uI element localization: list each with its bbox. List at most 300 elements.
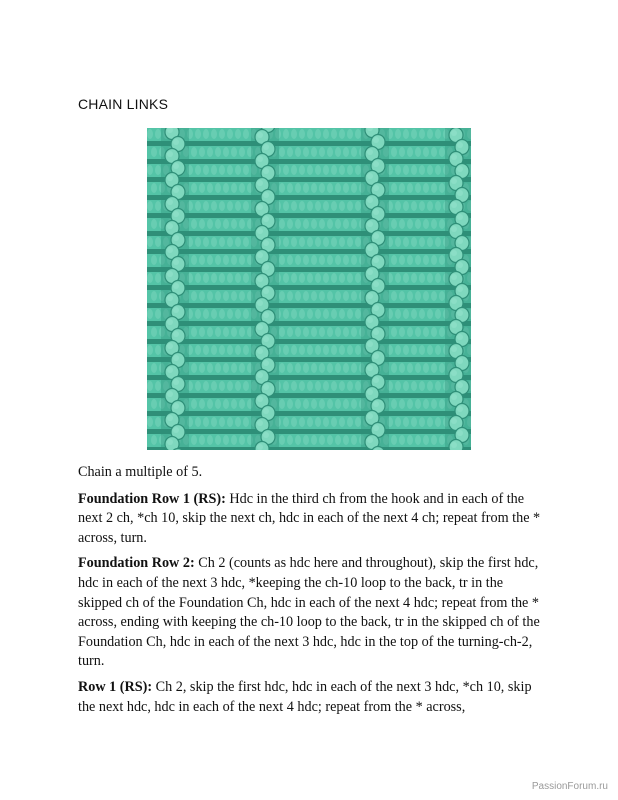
stitch-post bbox=[211, 273, 217, 283]
stitch-post bbox=[403, 129, 409, 139]
chain-highlight bbox=[173, 163, 179, 169]
stitch-post bbox=[303, 291, 309, 301]
stitch-post bbox=[155, 309, 161, 319]
stitch-post bbox=[395, 345, 401, 355]
stitch-post bbox=[399, 147, 405, 157]
stitch-post bbox=[243, 381, 249, 391]
chain-highlight bbox=[167, 271, 173, 277]
stitch-post bbox=[435, 129, 441, 139]
stitch-post bbox=[315, 345, 321, 355]
row-gap bbox=[147, 285, 471, 290]
stitch-post bbox=[231, 183, 237, 193]
intro-text: Chain a multiple of 5. bbox=[78, 464, 203, 480]
stitch-post bbox=[411, 273, 417, 283]
stitch-post bbox=[223, 435, 229, 445]
chain-highlight bbox=[451, 442, 457, 448]
crochet-swatch-photo bbox=[147, 128, 471, 450]
row-gap bbox=[147, 141, 471, 146]
stitch-post bbox=[291, 201, 297, 211]
stitch-post bbox=[307, 381, 313, 391]
stitch-post bbox=[427, 417, 433, 427]
stitch-post bbox=[235, 273, 241, 283]
stitch-post bbox=[327, 219, 333, 229]
stitch-post bbox=[395, 165, 401, 175]
stitch-post bbox=[195, 129, 201, 139]
chain-highlight bbox=[451, 154, 457, 160]
stitch-post bbox=[195, 309, 201, 319]
stitch-post bbox=[423, 147, 429, 157]
stitch-post bbox=[215, 255, 221, 265]
stitch-post bbox=[439, 363, 445, 373]
stitch-post bbox=[223, 399, 229, 409]
stitch-post bbox=[311, 291, 317, 301]
stitch-post bbox=[327, 435, 333, 445]
stitch-post bbox=[415, 183, 421, 193]
stitch-post bbox=[347, 273, 353, 283]
stitch-post bbox=[231, 327, 237, 337]
stitch-post bbox=[343, 363, 349, 373]
stitch-post bbox=[395, 201, 401, 211]
row-text: Ch 2 (counts as hdc here and throughout), skip the first hdc, hdc in each of the next 3 hdc, *keeping the ch-10 loop to the back, tr in the skipped ch of the Foundation Ch, hdc in each of the next 4 hdc; repeat from the * across, ending with keeping the ch-10 loop to the back, tr in the skipped ch of the Foundation Ch, hdc in each of the next 3 hdc, hdc in the top of the turning-ch-2, turn. bbox=[78, 555, 540, 670]
stitch-post bbox=[227, 381, 233, 391]
stitch-post bbox=[223, 219, 229, 229]
chain-highlight bbox=[373, 305, 379, 311]
chain-highlight bbox=[373, 161, 379, 167]
stitch-post bbox=[351, 435, 357, 445]
stitch-post bbox=[203, 417, 209, 427]
stitch-post bbox=[427, 129, 433, 139]
stitch-post bbox=[287, 327, 293, 337]
stitch-post bbox=[403, 345, 409, 355]
stitch-post bbox=[419, 237, 425, 247]
stitch-post bbox=[295, 327, 301, 337]
stitch-post bbox=[423, 363, 429, 373]
stitch-post bbox=[399, 219, 405, 229]
stitch-post bbox=[335, 219, 341, 229]
stitch-post bbox=[435, 273, 441, 283]
stitch-post bbox=[295, 435, 301, 445]
stitch-post bbox=[319, 219, 325, 229]
stitch-post bbox=[351, 399, 357, 409]
stitch-post bbox=[295, 291, 301, 301]
stitch-post bbox=[239, 363, 245, 373]
chain-highlight bbox=[167, 295, 173, 301]
stitch-post bbox=[243, 237, 249, 247]
stitch-post bbox=[215, 327, 221, 337]
chain-highlight bbox=[367, 245, 373, 251]
row-gap bbox=[147, 267, 471, 272]
stitch-post bbox=[303, 363, 309, 373]
stitch-post bbox=[303, 399, 309, 409]
hdc-rows bbox=[147, 128, 471, 450]
stitch-post bbox=[427, 273, 433, 283]
stitch-post bbox=[419, 165, 425, 175]
chain-highlight bbox=[367, 413, 373, 419]
chain-highlight bbox=[451, 370, 457, 376]
stitch-post bbox=[287, 399, 293, 409]
stitch-post bbox=[351, 255, 357, 265]
chain-highlight bbox=[367, 389, 373, 395]
stitch-post bbox=[391, 183, 397, 193]
stitch-post bbox=[423, 399, 429, 409]
row-gap bbox=[147, 213, 471, 218]
stitch-post bbox=[223, 327, 229, 337]
stitch-post bbox=[431, 435, 437, 445]
row-gap bbox=[147, 375, 471, 380]
stitch-post bbox=[331, 237, 337, 247]
stitch-post bbox=[311, 435, 317, 445]
stitch-post bbox=[415, 363, 421, 373]
stitch-post bbox=[215, 219, 221, 229]
stitch-post bbox=[151, 255, 157, 265]
stitch-post bbox=[239, 327, 245, 337]
chain-highlight bbox=[263, 408, 269, 414]
chain-highlight bbox=[457, 334, 463, 340]
stitch-post bbox=[147, 309, 153, 319]
stitch-post bbox=[355, 201, 361, 211]
stitch-post bbox=[319, 147, 325, 157]
stitch-post bbox=[147, 165, 153, 175]
stitch-post bbox=[303, 435, 309, 445]
stitch-post bbox=[319, 435, 325, 445]
stitch-post bbox=[315, 309, 321, 319]
stitch-post bbox=[315, 417, 321, 427]
stitch-post bbox=[211, 345, 217, 355]
stitch-post bbox=[327, 255, 333, 265]
stitch-post bbox=[291, 345, 297, 355]
chain-highlight bbox=[451, 226, 457, 232]
stitch-post bbox=[311, 399, 317, 409]
stitch-post bbox=[355, 129, 361, 139]
row-gap bbox=[147, 321, 471, 326]
stitch-post bbox=[195, 345, 201, 355]
stitch-post bbox=[339, 273, 345, 283]
stitch-post bbox=[215, 399, 221, 409]
stitch-post bbox=[307, 345, 313, 355]
stitch-post bbox=[351, 363, 357, 373]
stitch-post bbox=[235, 129, 241, 139]
stitch-post bbox=[439, 291, 445, 301]
stitch-post bbox=[315, 237, 321, 247]
stitch-post bbox=[147, 237, 153, 247]
stitch-post bbox=[191, 291, 197, 301]
stitch-post bbox=[283, 165, 289, 175]
stitch-post bbox=[419, 129, 425, 139]
stitch-post bbox=[243, 417, 249, 427]
chain-highlight bbox=[263, 336, 269, 342]
chain-highlight bbox=[367, 437, 373, 443]
stitch-post bbox=[335, 327, 341, 337]
chain-highlight bbox=[257, 180, 263, 186]
chain-highlight bbox=[173, 139, 179, 145]
stitch-post bbox=[407, 327, 413, 337]
chain-highlight bbox=[457, 310, 463, 316]
chain-highlight bbox=[173, 355, 179, 361]
chain-highlight bbox=[367, 221, 373, 227]
stitch-post bbox=[431, 363, 437, 373]
chain-highlight bbox=[367, 149, 373, 155]
stitch-post bbox=[203, 201, 209, 211]
stitch-post bbox=[279, 327, 285, 337]
stitch-post bbox=[319, 255, 325, 265]
stitch-post bbox=[243, 201, 249, 211]
chain-highlight bbox=[263, 360, 269, 366]
stitch-post bbox=[203, 129, 209, 139]
stitch-post bbox=[307, 309, 313, 319]
stitch-post bbox=[323, 129, 329, 139]
chain-highlight bbox=[373, 353, 379, 359]
stitch-post bbox=[343, 255, 349, 265]
stitch-post bbox=[407, 363, 413, 373]
stitch-post bbox=[219, 237, 225, 247]
stitch-post bbox=[223, 255, 229, 265]
stitch-post bbox=[239, 291, 245, 301]
stitch-post bbox=[339, 417, 345, 427]
chain-highlight bbox=[257, 420, 263, 426]
stitch-post bbox=[347, 165, 353, 175]
chain-highlight bbox=[257, 156, 263, 162]
stitch-post bbox=[391, 255, 397, 265]
stitch-post bbox=[207, 399, 213, 409]
chain-highlight bbox=[367, 365, 373, 371]
stitch-post bbox=[235, 381, 241, 391]
stitch-post bbox=[223, 291, 229, 301]
stitch-post bbox=[339, 381, 345, 391]
stitch-post bbox=[323, 309, 329, 319]
stitch-post bbox=[311, 255, 317, 265]
stitch-post bbox=[427, 309, 433, 319]
stitch-post bbox=[227, 165, 233, 175]
stitch-post bbox=[331, 345, 337, 355]
chain-highlight bbox=[457, 190, 463, 196]
stitch-post bbox=[395, 129, 401, 139]
chain-highlight bbox=[167, 391, 173, 397]
stitch-post bbox=[407, 147, 413, 157]
row-gap bbox=[147, 249, 471, 254]
stitch-post bbox=[403, 165, 409, 175]
stitch-post bbox=[283, 201, 289, 211]
instruction-row bbox=[78, 554, 542, 672]
stitch-post bbox=[199, 147, 205, 157]
stitch-post bbox=[219, 273, 225, 283]
stitch-post bbox=[335, 399, 341, 409]
stitch-post bbox=[295, 399, 301, 409]
stitch-post bbox=[407, 291, 413, 301]
stitch-post bbox=[407, 183, 413, 193]
stitch-post bbox=[423, 219, 429, 229]
chain-highlight bbox=[457, 214, 463, 220]
stitch-post bbox=[235, 309, 241, 319]
stitch-post bbox=[355, 309, 361, 319]
stitch-post bbox=[347, 417, 353, 427]
stitch-post bbox=[147, 273, 153, 283]
stitch-post bbox=[155, 417, 161, 427]
chain-highlight bbox=[457, 142, 463, 148]
stitch-post bbox=[427, 381, 433, 391]
stitch-post bbox=[327, 327, 333, 337]
chain-highlight bbox=[257, 276, 263, 282]
stitch-post bbox=[331, 381, 337, 391]
stitch-post bbox=[319, 183, 325, 193]
stitch-post bbox=[207, 291, 213, 301]
row-gap bbox=[147, 393, 471, 398]
stitch-post bbox=[283, 417, 289, 427]
stitch-post bbox=[439, 435, 445, 445]
stitch-post bbox=[239, 435, 245, 445]
chain-highlight bbox=[257, 348, 263, 354]
stitch-post bbox=[307, 273, 313, 283]
stitch-post bbox=[235, 201, 241, 211]
stitch-post bbox=[331, 417, 337, 427]
stitch-post bbox=[335, 255, 341, 265]
chain-highlight bbox=[257, 132, 263, 138]
stitch-post bbox=[279, 147, 285, 157]
chain-highlight bbox=[451, 250, 457, 256]
row-label: Row 1 (RS): bbox=[78, 678, 153, 695]
stitch-post bbox=[199, 255, 205, 265]
chain-highlight bbox=[167, 175, 173, 181]
stitch-post bbox=[191, 183, 197, 193]
stitch-post bbox=[191, 363, 197, 373]
stitch-post bbox=[295, 363, 301, 373]
stitch-post bbox=[335, 147, 341, 157]
stitch-post bbox=[331, 309, 337, 319]
stitch-post bbox=[299, 273, 305, 283]
row-text: Ch 2, skip the first hdc, hdc in each of the next 3 hdc, *ch 10, skip the next hdc, hdc in each of the next 4 hdc; repeat from the * across, bbox=[78, 678, 532, 715]
stitch-post bbox=[315, 273, 321, 283]
stitch-post bbox=[395, 309, 401, 319]
instruction-row bbox=[78, 678, 542, 717]
stitch-post bbox=[435, 345, 441, 355]
chain-highlight bbox=[167, 319, 173, 325]
stitch-post bbox=[339, 129, 345, 139]
stitch-post bbox=[235, 237, 241, 247]
stitch-post bbox=[219, 129, 225, 139]
stitch-post bbox=[323, 417, 329, 427]
chain-highlight bbox=[367, 269, 373, 275]
stitch-post bbox=[339, 201, 345, 211]
page-title: CHAIN LINKS bbox=[78, 96, 169, 112]
stitch-post bbox=[303, 183, 309, 193]
stitch-post bbox=[227, 345, 233, 355]
stitch-post bbox=[351, 291, 357, 301]
stitch-post bbox=[199, 183, 205, 193]
stitch-post bbox=[239, 183, 245, 193]
chain-highlight bbox=[373, 137, 379, 143]
stitch-post bbox=[323, 273, 329, 283]
stitch-post bbox=[295, 219, 301, 229]
stitch-post bbox=[439, 255, 445, 265]
stitch-post bbox=[231, 363, 237, 373]
stitch-post bbox=[151, 291, 157, 301]
stitch-post bbox=[391, 399, 397, 409]
stitch-post bbox=[211, 165, 217, 175]
stitch-post bbox=[291, 381, 297, 391]
stitch-post bbox=[347, 381, 353, 391]
stitch-post bbox=[147, 129, 153, 139]
stitch-post bbox=[227, 309, 233, 319]
chain-highlight bbox=[457, 286, 463, 292]
stitch-post bbox=[219, 381, 225, 391]
stitch-post bbox=[335, 363, 341, 373]
stitch-post bbox=[215, 147, 221, 157]
stitch-post bbox=[403, 417, 409, 427]
stitch-post bbox=[415, 399, 421, 409]
stitch-post bbox=[239, 399, 245, 409]
chain-highlight bbox=[167, 223, 173, 229]
stitch-post bbox=[439, 183, 445, 193]
stitch-post bbox=[343, 147, 349, 157]
stitch-post bbox=[339, 237, 345, 247]
chain-highlight bbox=[263, 384, 269, 390]
stitch-post bbox=[407, 435, 413, 445]
chain-highlight bbox=[173, 379, 179, 385]
stitch-post bbox=[395, 273, 401, 283]
stitch-post bbox=[331, 165, 337, 175]
stitch-post bbox=[151, 219, 157, 229]
stitch-post bbox=[211, 237, 217, 247]
stitch-post bbox=[279, 435, 285, 445]
stitch-post bbox=[415, 291, 421, 301]
stitch-post bbox=[435, 237, 441, 247]
chain-highlight bbox=[257, 372, 263, 378]
stitch-post bbox=[211, 129, 217, 139]
stitch-post bbox=[287, 147, 293, 157]
chain-highlight bbox=[457, 262, 463, 268]
stitch-post bbox=[415, 147, 421, 157]
stitch-post bbox=[435, 165, 441, 175]
stitch-post bbox=[215, 183, 221, 193]
stitch-post bbox=[319, 327, 325, 337]
chain-highlight bbox=[263, 432, 269, 438]
chain-highlight bbox=[373, 401, 379, 407]
stitch-post bbox=[415, 219, 421, 229]
chain-highlight bbox=[167, 415, 173, 421]
stitch-post bbox=[331, 201, 337, 211]
stitch-post bbox=[435, 309, 441, 319]
stitch-post bbox=[307, 201, 313, 211]
stitch-post bbox=[323, 345, 329, 355]
stitch-post bbox=[315, 381, 321, 391]
stitch-post bbox=[347, 309, 353, 319]
stitch-post bbox=[299, 201, 305, 211]
stitch-post bbox=[303, 255, 309, 265]
stitch-post bbox=[403, 381, 409, 391]
stitch-post bbox=[299, 129, 305, 139]
stitch-post bbox=[311, 219, 317, 229]
row-gap bbox=[147, 231, 471, 236]
chain-highlight bbox=[173, 211, 179, 217]
chain-highlight bbox=[257, 444, 263, 450]
chain-highlight bbox=[457, 382, 463, 388]
stitch-post bbox=[223, 363, 229, 373]
stitch-post bbox=[355, 345, 361, 355]
stitch-post bbox=[291, 417, 297, 427]
stitch-post bbox=[279, 291, 285, 301]
stitch-post bbox=[327, 291, 333, 301]
stitch-post bbox=[411, 165, 417, 175]
stitch-post bbox=[303, 219, 309, 229]
stitch-post bbox=[207, 363, 213, 373]
stitch-post bbox=[391, 363, 397, 373]
stitch-post bbox=[411, 201, 417, 211]
stitch-post bbox=[151, 327, 157, 337]
stitch-post bbox=[419, 417, 425, 427]
row-gap bbox=[147, 177, 471, 182]
row-gap bbox=[147, 411, 471, 416]
stitch-post bbox=[311, 147, 317, 157]
stitch-post bbox=[155, 237, 161, 247]
